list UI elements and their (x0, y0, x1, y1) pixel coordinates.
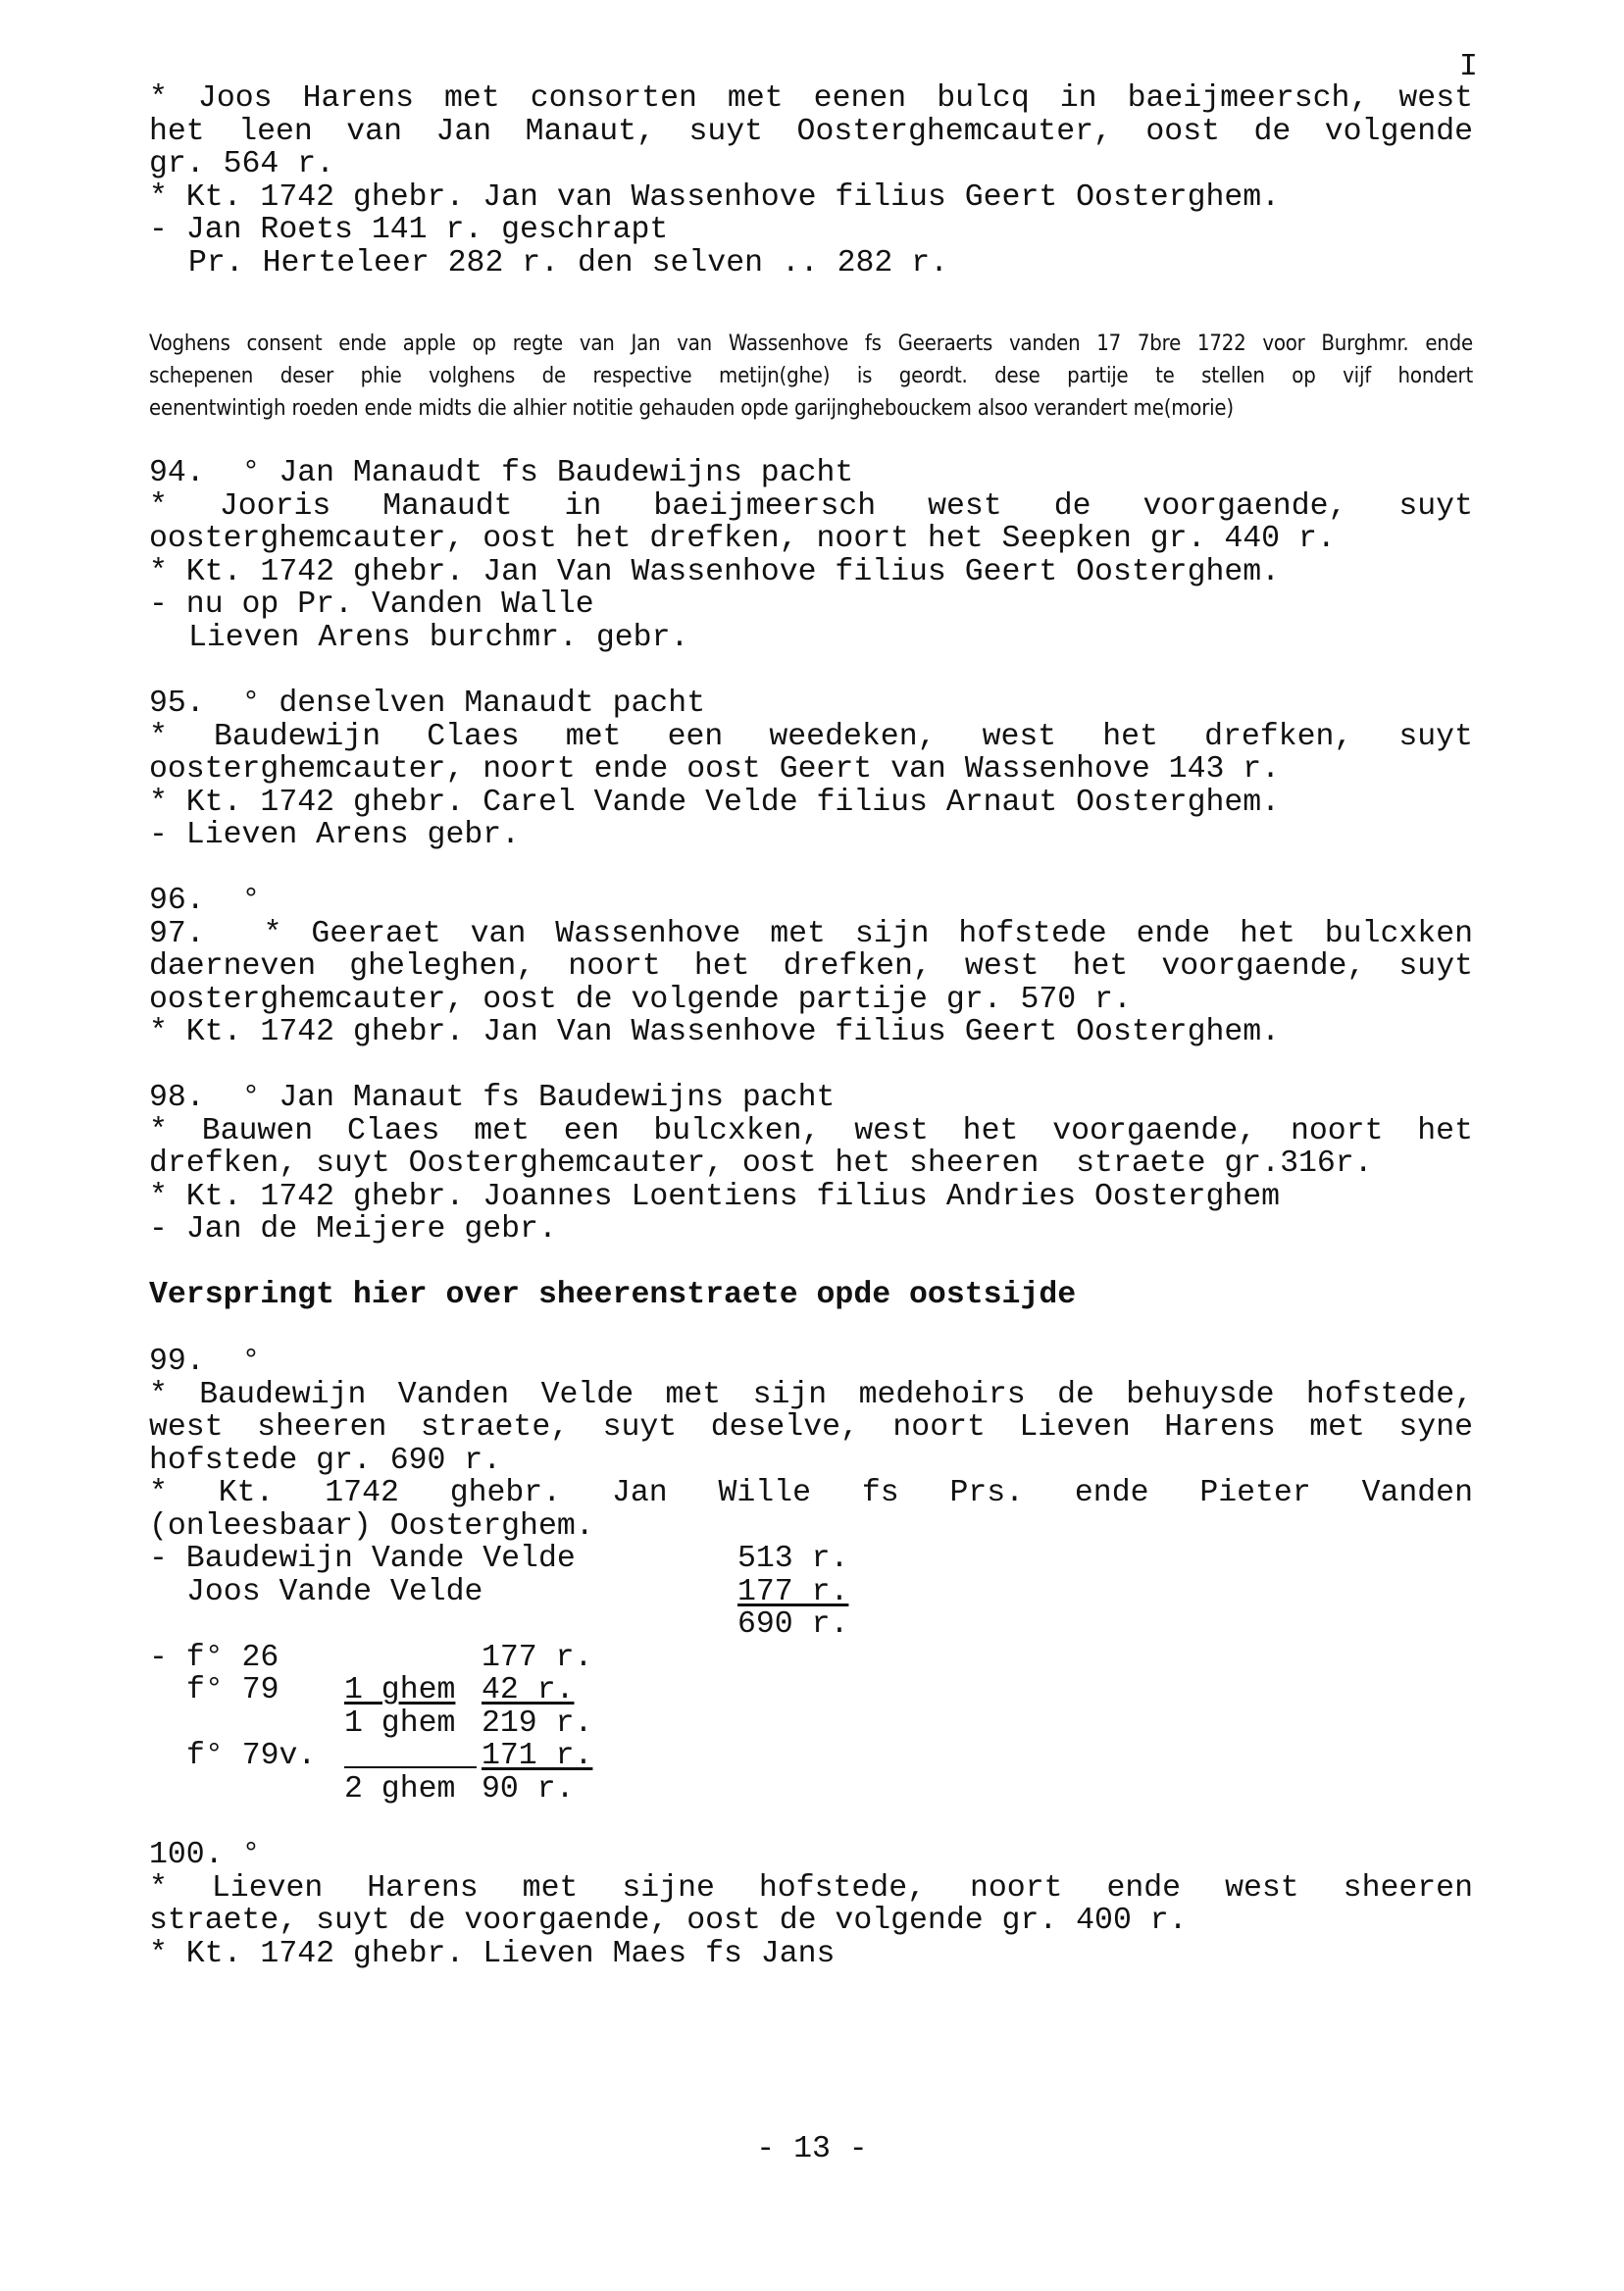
entry-100-line-3: straete, suyt de voorgaende, oost de volgende gr. 400 r. (149, 1904, 1188, 1938)
entry-100-line-2: * Lieven Harens met sijne hofstede, noort ende west sheeren (149, 1871, 1473, 1906)
folio-row-5-ghem: 2 ghem (344, 1772, 456, 1807)
entry-96-line-1: 96. ° (149, 884, 261, 918)
entry-99-line-5: * Kt. 1742 ghebr. Jan Wille fs Prs. ende Pieter Vanden (149, 1476, 1473, 1510)
entry-95-line-5: - Lieven Arens gebr. (149, 818, 521, 852)
folio-row-4-label: f° 79v. (186, 1739, 317, 1773)
entry-100-line-1: 100. ° (149, 1838, 261, 1872)
entry-93-note-2: schepenen deser phie volghens de respective metijn(ghe) is geordt. dese partije te stellen op vijf hondert (149, 364, 1473, 388)
folio-row-2-ghem: 1 ghem (344, 1673, 456, 1707)
entry-93-line-6: Pr. Herteleer 282 r. den selven .. 282 r. (188, 246, 949, 280)
entry-95-line-4: * Kt. 1742 ghebr. Carel Vande Velde filius Arnaut Oosterghem. (149, 786, 1281, 820)
folio-row-2-roeden: 42 r. (482, 1673, 575, 1707)
owner-row-2-name: Joos Vande Velde (186, 1575, 483, 1609)
folio-row-5-roeden: 90 r. (482, 1772, 575, 1807)
section-heading: Verspringt hier over sheerenstraete opde oostsijde (149, 1278, 1077, 1312)
entry-97-line-2: daerneven gheleghen, noort het drefken, west het voorgaende, suyt (149, 949, 1473, 984)
entry-99-line-1: 99. ° (149, 1345, 261, 1379)
entry-93-line-2: het leen van Jan Manaut, suyt Oosterghemcauter, oost de volgende (149, 115, 1473, 149)
entry-94-line-5: - nu op Pr. Vanden Walle (149, 587, 594, 622)
entry-98-line-4: * Kt. 1742 ghebr. Joannes Loentiens filius Andries Oosterghem (149, 1180, 1281, 1214)
folio-row-4-rule (344, 1766, 477, 1768)
folio-row-4-roeden: 171 r. (482, 1739, 593, 1773)
entry-98-line-3: drefken, suyt Oosterghemcauter, oost het sheeren straete gr.316r. (149, 1146, 1373, 1181)
entry-97-line-3: oosterghemcauter, oost de volgende partije gr. 570 r. (149, 983, 1132, 1017)
folio-row-3-roeden: 219 r. (482, 1706, 593, 1741)
folio-row-1-label: - f° 26 (149, 1641, 279, 1675)
page-number-footer: - 13 - (756, 2132, 868, 2166)
entry-98-line-5: - Jan de Meijere gebr. (149, 1212, 557, 1247)
entry-95-line-2: * Baudewijn Claes met een weedeken, west het drefken, suyt (149, 720, 1473, 754)
entry-94-line-1: 94. ° Jan Manaudt fs Baudewijns pacht (149, 456, 854, 490)
entry-95-line-1: 95. ° denselven Manaudt pacht (149, 687, 706, 721)
entry-93-line-3: gr. 564 r. (149, 147, 335, 181)
owner-row-1-name: - Baudewijn Vande Velde (149, 1542, 576, 1576)
entry-93-note-1: Voghens consent ende apple op regte van Jan van Wassenhove fs Geeraerts vanden 17 7bre 1722 voor Burghmr. ende (149, 331, 1473, 356)
entry-93-line-5: - Jan Roets 141 r. geschrapt (149, 213, 669, 247)
entry-97-line-4: * Kt. 1742 ghebr. Jan Van Wassenhove filius Geert Oosterghem. (149, 1015, 1281, 1049)
folio-row-1-roeden: 177 r. (482, 1641, 593, 1675)
entry-100-line-4: * Kt. 1742 ghebr. Lieven Maes fs Jans (149, 1937, 836, 1971)
owner-row-1-amount: 513 r. (737, 1542, 849, 1576)
owner-row-2-amount: 177 r. (737, 1575, 849, 1609)
entry-98-line-2: * Bauwen Claes met een bulcxken, west het voorgaende, noort het (149, 1114, 1473, 1148)
page-marker: I (1459, 50, 1478, 84)
entry-97-line-1: 97. * Geeraet van Wassenhove met sijn hofstede ende het bulcxken (149, 917, 1473, 951)
entry-99-line-4: hofstede gr. 690 r. (149, 1444, 502, 1478)
entry-94-line-2: * Jooris Manaudt in baeijmeersch west de voorgaende, suyt (149, 489, 1473, 524)
entry-93-line-1: * Joos Harens met consorten met eenen bulcq in baeijmeersch, west (149, 81, 1473, 116)
entry-98-line-1: 98. ° Jan Manaut fs Baudewijns pacht (149, 1081, 836, 1115)
entry-93-note-3: eenentwintigh roeden ende midts die alhier notitie gehauden opde garijnghebouckem alsoo verandert me(morie) (149, 396, 1234, 421)
entry-94-line-6: Lieven Arens burchmr. gebr. (188, 621, 689, 655)
owners-total: 690 r. (737, 1607, 849, 1642)
entry-93-line-4: * Kt. 1742 ghebr. Jan van Wassenhove filius Geert Oosterghem. (149, 180, 1281, 215)
folio-row-2-label: f° 79 (186, 1673, 279, 1707)
entry-99-line-3: west sheeren straete, suyt deselve, noort Lieven Harens met syne (149, 1410, 1473, 1445)
entry-99-line-6: (onleesbaar) Oosterghem. (149, 1509, 594, 1544)
entry-99-line-2: * Baudewijn Vanden Velde met sijn medehoirs de behuysde hofstede, (149, 1378, 1473, 1412)
folio-row-3-ghem: 1 ghem (344, 1706, 456, 1741)
entry-94-line-4: * Kt. 1742 ghebr. Jan Van Wassenhove filius Geert Oosterghem. (149, 555, 1281, 589)
entry-94-line-3: oosterghemcauter, oost het drefken, noort het Seepken gr. 440 r. (149, 522, 1336, 556)
entry-95-line-3: oosterghemcauter, noort ende oost Geert van Wassenhove 143 r. (149, 752, 1281, 787)
